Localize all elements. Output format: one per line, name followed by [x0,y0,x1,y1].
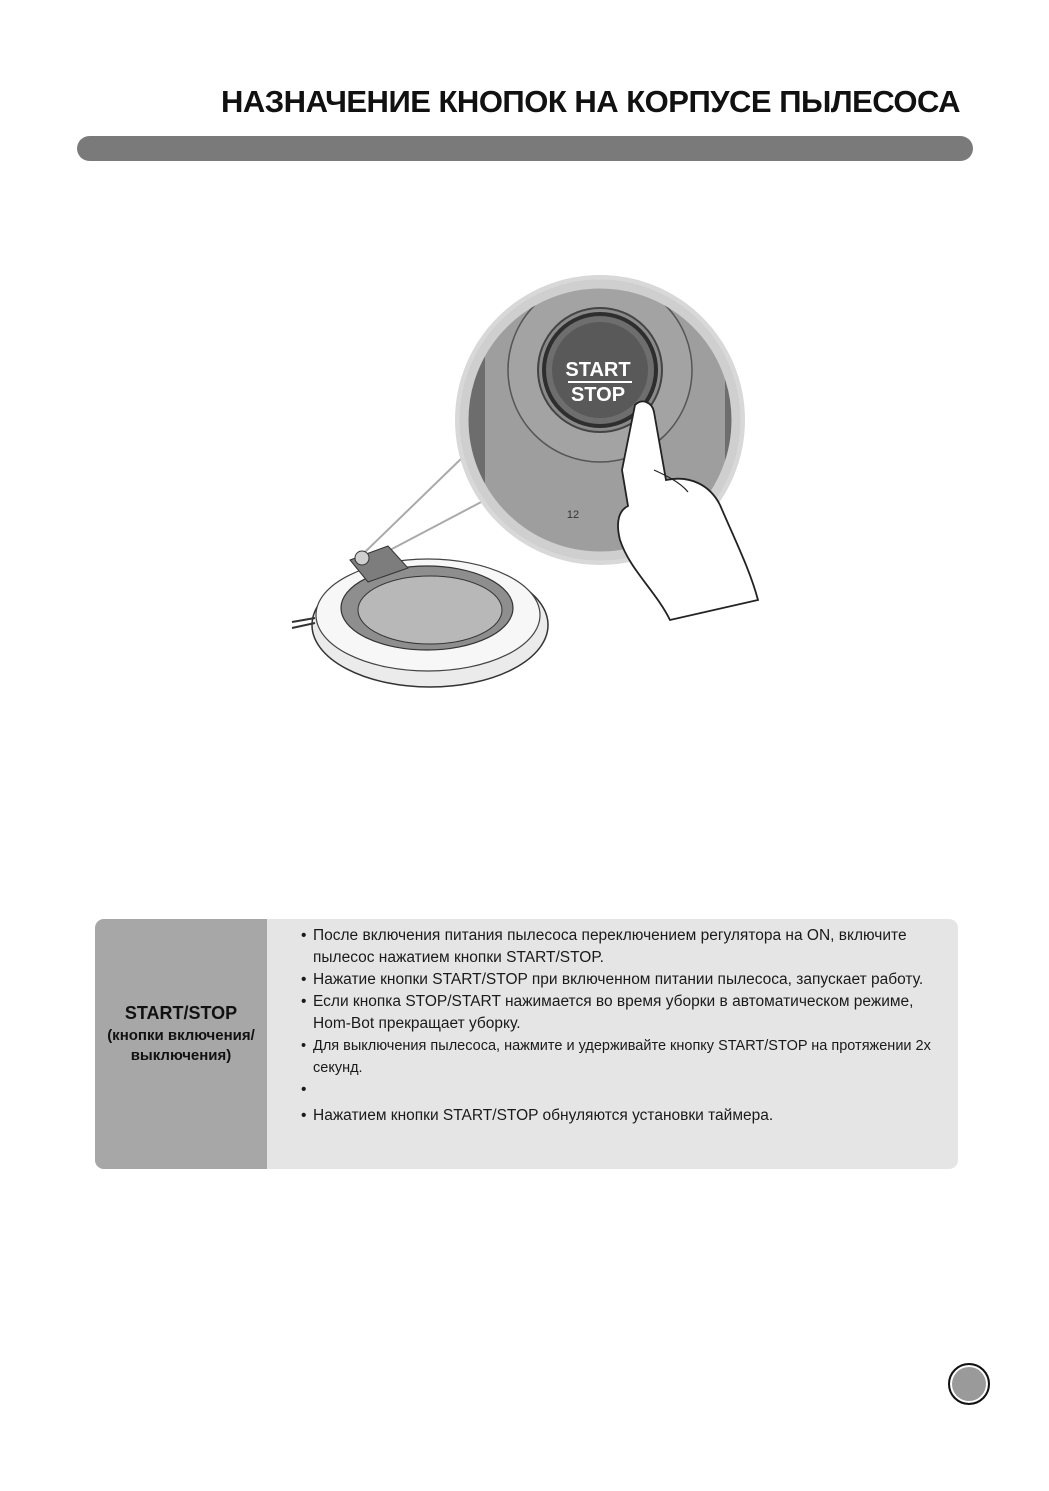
info-bullet: • Если кнопка STOP/START нажимается во время уборки в автоматическом режиме, Hom-Bot прекращает уборку. [301,991,938,1035]
info-label-sub-line: (кнопки включения/ [107,1026,255,1044]
robot-vacuum-illustration [270,270,790,710]
callout-line [390,500,485,550]
button-start-text: START [565,359,631,381]
info-description-cell [267,919,958,1169]
page-number-circle [948,1363,990,1405]
button-stop-text: STOP [570,384,626,406]
robot-body [292,546,548,687]
small-number-label: 12 [566,509,580,521]
title-divider-bar [77,136,973,161]
info-bullet-empty [301,1079,938,1101]
info-label-sub [107,1026,255,1066]
info-bullet: • Для выключения пылесоса, нажмите и удерживайте кнопку START/STOP на протяжении 2х секунд. [301,1035,938,1079]
info-bullet: • После включения питания пылесоса переключением регулятора на ON, включите пылесос нажатием кнопки START/STOP. [301,925,938,969]
info-label-cell [95,919,267,1169]
info-label-main: START/STOP [124,1002,238,1023]
info-bullet: • Нажатием кнопки START/STOP обнуляются установки таймера. [301,1105,938,1127]
info-bullet: • Нажатие кнопки START/STOP при включенном питании пылесоса, запускает работу. [301,969,938,991]
page-title: НАЗНАЧЕНИЕ КНОПОК НА КОРПУСЕ ПЫЛЕСОСА [220,84,960,119]
info-label-sub-line: выключения) [130,1046,232,1064]
button-info-table [95,919,958,1169]
